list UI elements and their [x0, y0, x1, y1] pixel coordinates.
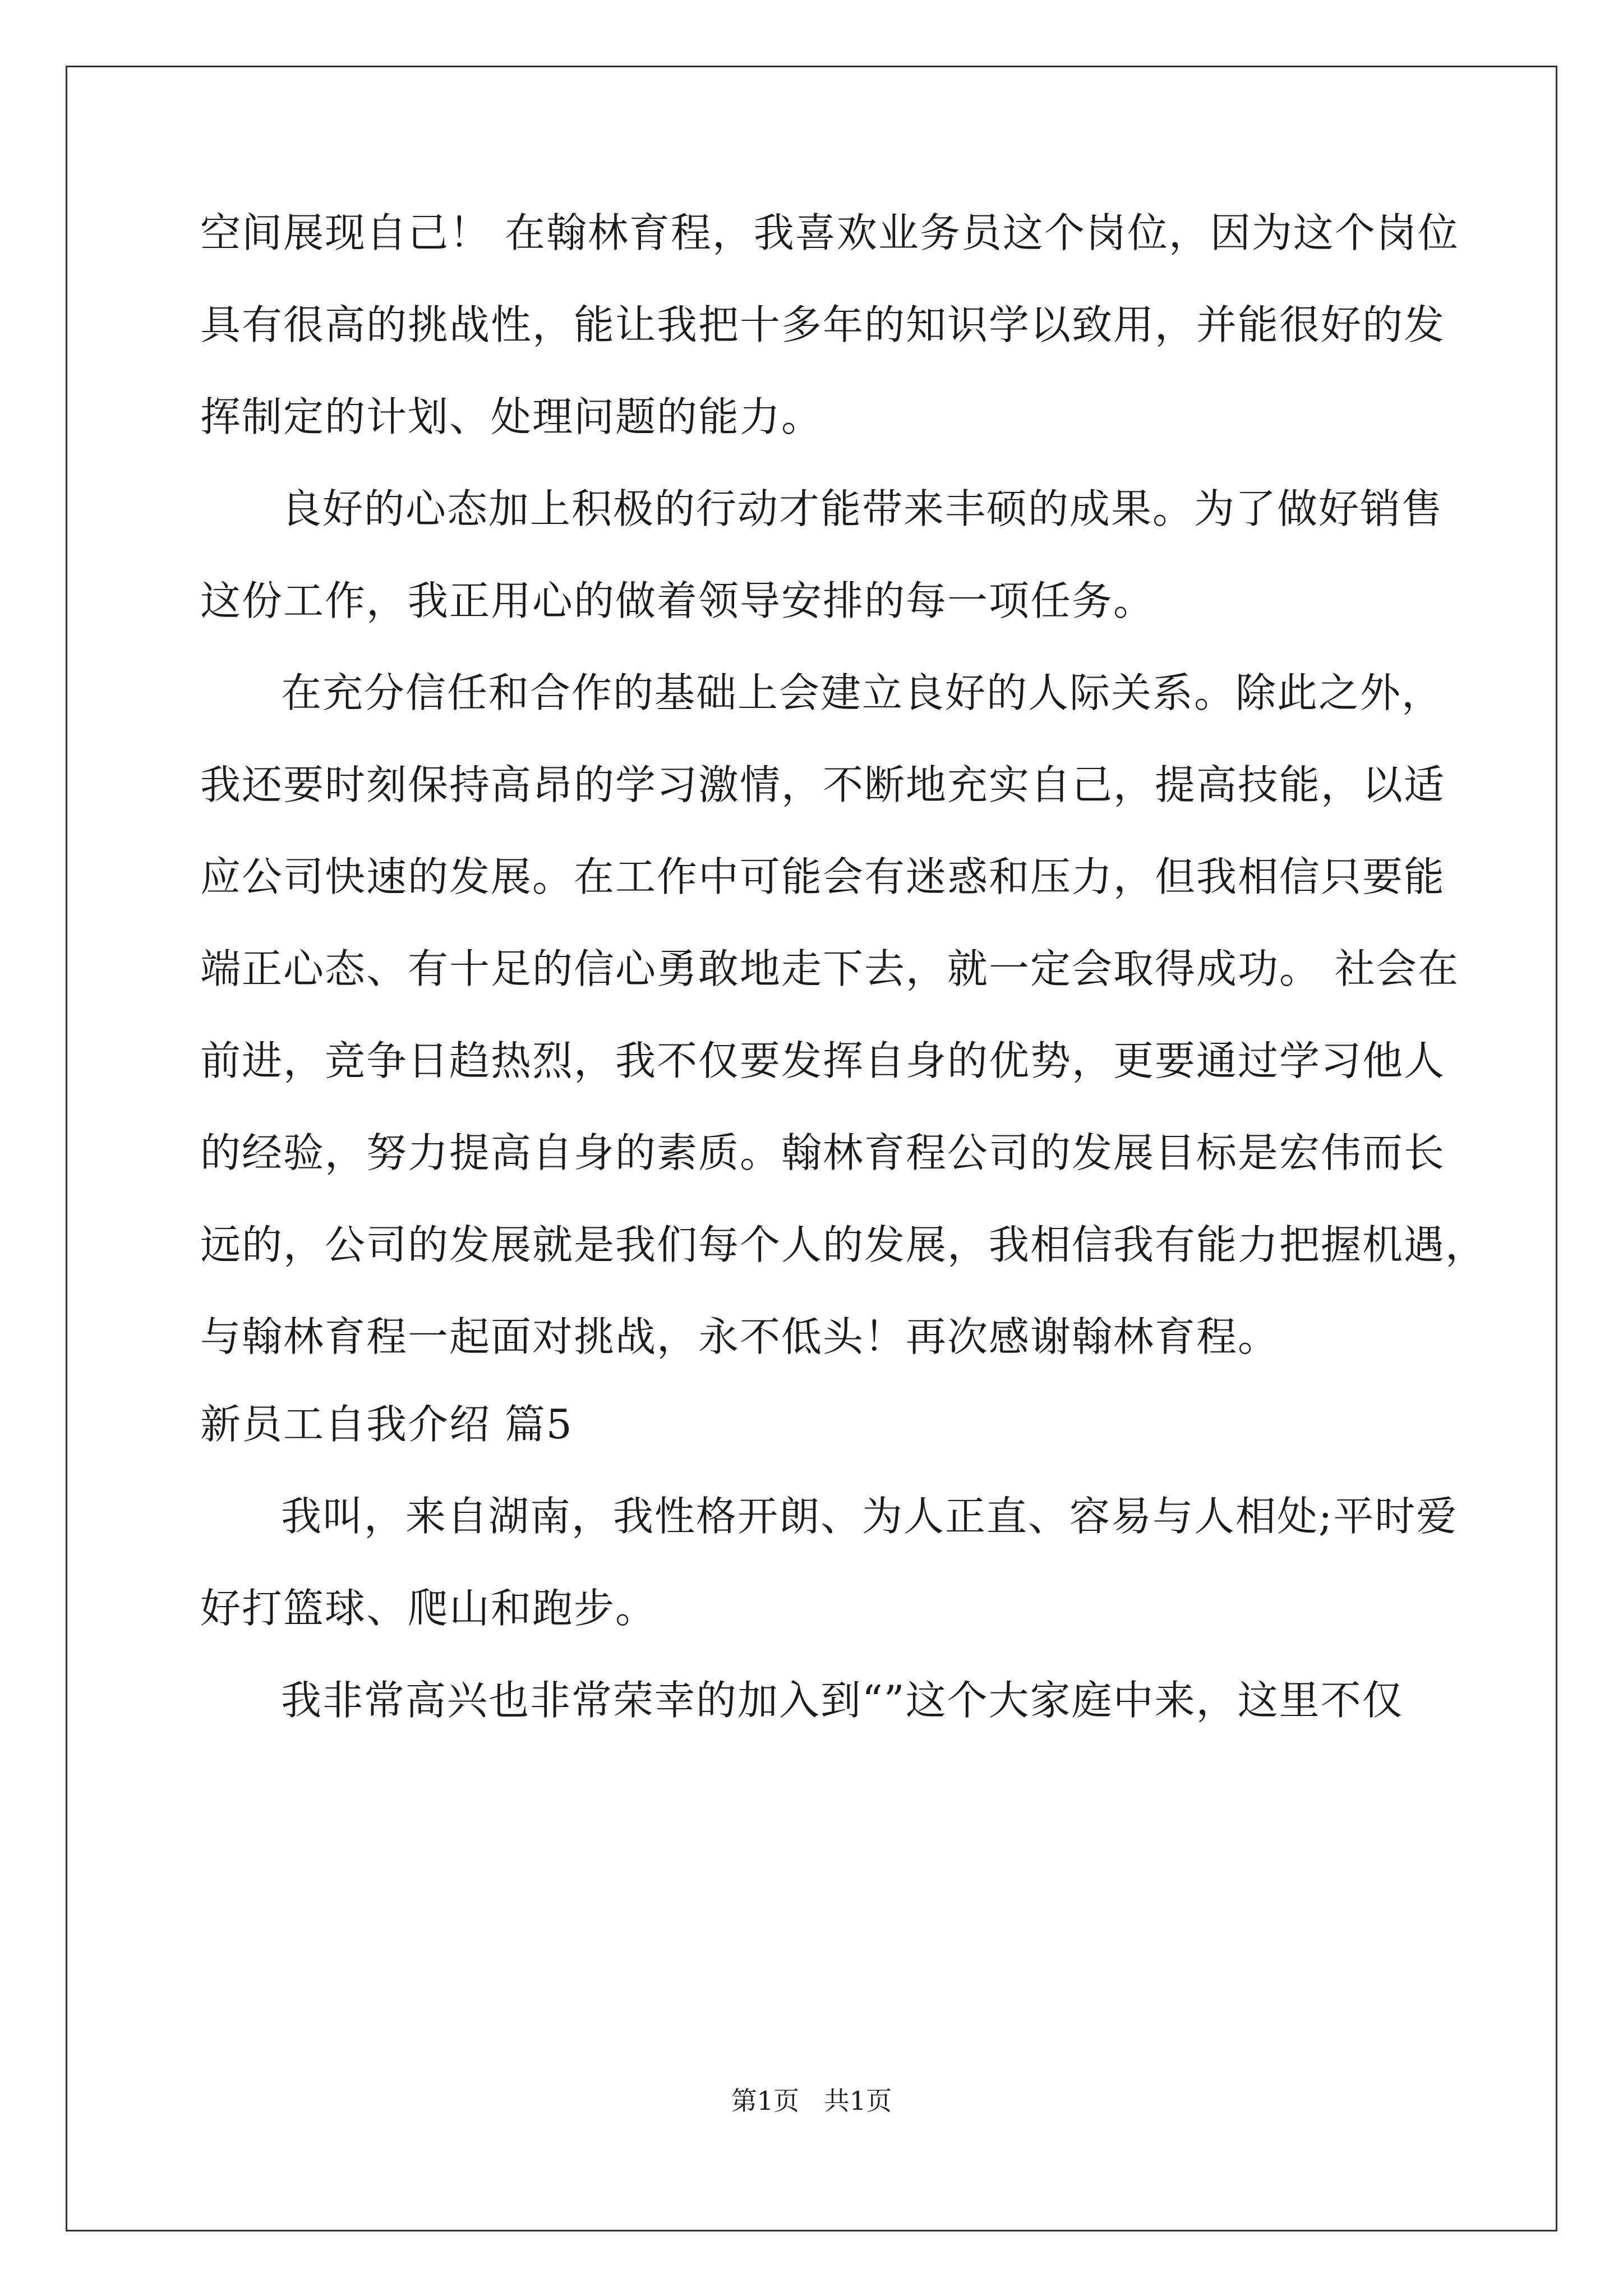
text-line: 前进，竞争日趋热烈，我不仅要发挥自身的优势，更要通过学习他人 — [200, 1037, 1446, 1084]
page-footer: 第1页 共1页 — [731, 2086, 892, 2116]
text-line: 这份工作，我正用心的做着领导安排的每一项任务。 — [200, 577, 1155, 624]
text-line: 端正心态、有十足的信心勇敢地走下去，就一定会取得成功。 社会在 — [200, 945, 1459, 992]
text-line: 与翰林育程一起面对挑战，永不低头！再次感谢翰林育程。 — [200, 1313, 1280, 1360]
text-line: 具有很高的挑战性，能让我把十多年的知识学以致用，并能很好的发 — [200, 301, 1446, 348]
text-line: 空间展现自己！ 在翰林育程，我喜欢业务员这个岗位，因为这个岗位 — [200, 209, 1459, 256]
text-line: 好打篮球、爬山和跑步。 — [200, 1585, 657, 1632]
text-line: 的经验，努力提高自身的素质。翰林育程公司的发展目标是宏伟而长 — [200, 1129, 1446, 1176]
section-heading: 新员工自我介绍 篇5 — [200, 1401, 573, 1448]
paragraph-start-line: 良好的心态加上积极的行动才能带来丰硕的成果。为了做好销售 — [281, 485, 1444, 532]
text-line: 远的，公司的发展就是我们每个人的发展，我相信我有能力把握机遇， — [200, 1221, 1487, 1268]
paragraph-start-line: 我叫，来自湖南，我性格开朗、为人正直、容易与人相处;平时爱 — [281, 1493, 1458, 1540]
text-line: 应公司快速的发展。在工作中可能会有迷惑和压力，但我相信只要能 — [200, 853, 1446, 900]
text-line: 挥制定的计划、处理问题的能力。 — [200, 393, 823, 440]
paragraph-start-line: 我非常高兴也非常荣幸的加入到“”这个大家庭中来，这里不仅 — [281, 1677, 1404, 1724]
text-line: 我还要时刻保持高昂的学习激情，不断地充实自己，提高技能，以适 — [200, 761, 1446, 808]
paragraph-start-line: 在充分信任和合作的基础上会建立良好的人际关系。除此之外， — [281, 669, 1444, 716]
